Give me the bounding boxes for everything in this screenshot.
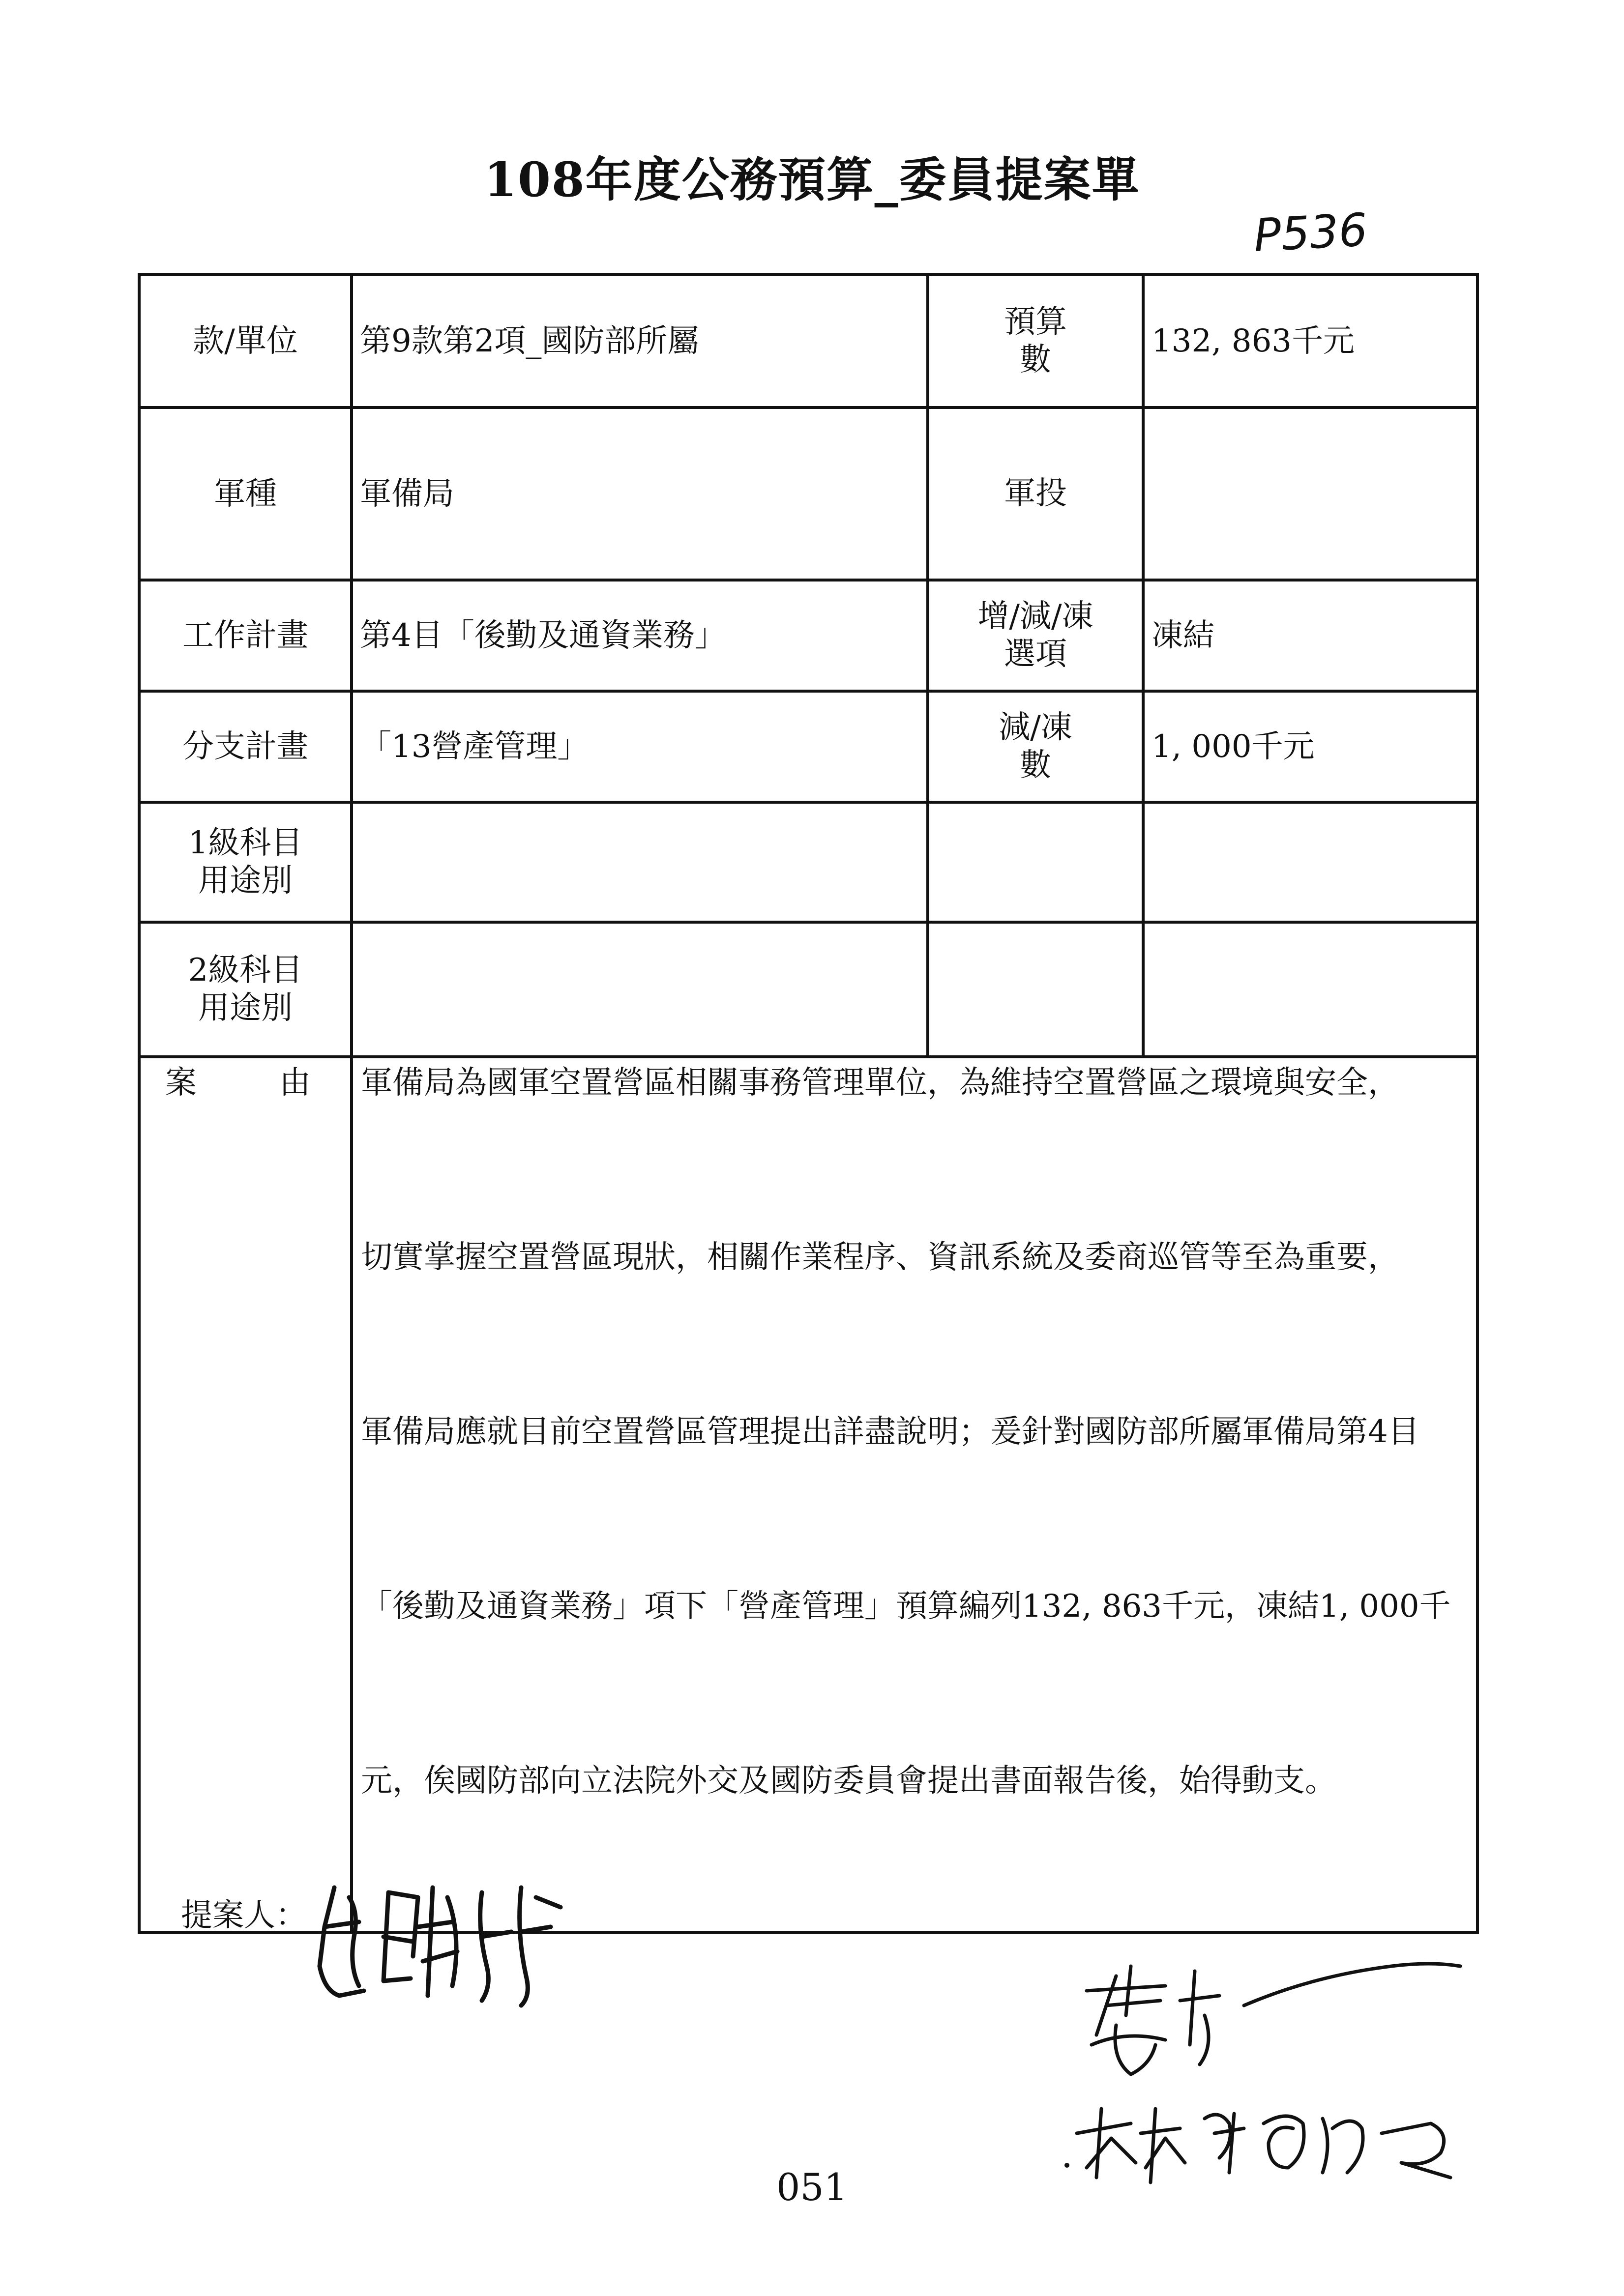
reason-line: 切實掌握空置營區現狀，相關作業程序、資訊系統及委商巡管等至為重要， [361, 1239, 1399, 1276]
reduce-freeze-amount-label-line: 數 [1020, 747, 1051, 784]
section-unit-label: 款/單位 [139, 274, 352, 407]
form-row [139, 274, 1477, 407]
form-row [139, 407, 1477, 580]
sub-plan-label: 分支計畫 [139, 691, 352, 802]
military-investment-label-line: 軍投 [1004, 475, 1067, 512]
adjust-option-label [928, 580, 1143, 691]
reason-label-cell [139, 1057, 352, 1932]
proposal-form-table [138, 273, 1479, 1934]
sub-plan-value: 「13營產管理」 [352, 691, 928, 802]
reason-line: 「後勤及通資業務」項下「營產管理」預算編列132, 863千元，凍結1, 000千 [361, 1588, 1451, 1625]
budget-amount-label-line: 預算 [1004, 303, 1067, 340]
reduce-freeze-amount-value: 1, 000千元 [1143, 691, 1477, 802]
service-branch-label: 軍種 [139, 407, 352, 580]
work-plan-label: 工作計畫 [139, 580, 352, 691]
level1-account-extra [928, 802, 1143, 922]
adjust-option-label-line: 增/減/凍 [977, 598, 1093, 635]
reason-label-left: 案 [165, 1065, 197, 1101]
handwritten-note: P536 [1252, 203, 1369, 262]
page-number: 051 [776, 2165, 848, 2209]
reduce-freeze-amount-label-line: 減/凍 [999, 709, 1072, 746]
budget-amount-value: 132, 863千元 [1143, 274, 1477, 407]
level2-account-extra2 [1143, 922, 1477, 1057]
level1-account-label [139, 802, 352, 922]
budget-amount-label [928, 274, 1143, 407]
reason-label [141, 1058, 350, 1103]
adjust-option-label-line: 選項 [1004, 636, 1067, 672]
cosigner-signature [1057, 1947, 1500, 2202]
budget-amount-label-line: 數 [1020, 341, 1051, 378]
proposer-signature [305, 1868, 580, 2015]
level2-account-value [352, 922, 928, 1057]
form-row [139, 922, 1477, 1057]
reason-text-cell [352, 1057, 1477, 1932]
reduce-freeze-amount-label [928, 691, 1143, 802]
section-unit-value: 第9款第2項_國防部所屬 [352, 274, 928, 407]
level1-account-extra2 [1143, 802, 1477, 922]
military-investment-value [1143, 407, 1477, 580]
service-branch-value: 軍備局 [352, 407, 928, 580]
work-plan-value: 第4目「後勤及通資業務」 [352, 580, 928, 691]
form-row [139, 580, 1477, 691]
level1-account-value [352, 802, 928, 922]
military-investment-label [928, 407, 1143, 580]
level2-account-label-line: 用途別 [198, 990, 293, 1026]
reason-line: 元，俟國防部向立法院外交及國防委員會提出書面報告後，始得動支。 [361, 1763, 1336, 1799]
reason-line: 軍備局為國軍空置營區相關事務管理單位，為維持空置營區之環境與安全， [361, 1065, 1399, 1101]
document-title: 108年度公務預算_委員提案單 [484, 152, 1140, 207]
form-row [139, 802, 1477, 922]
reason-label-right: 由 [279, 1065, 311, 1101]
level2-account-label-line: 2級科目 [188, 952, 303, 989]
form-row [139, 691, 1477, 802]
level1-account-label-line: 1級科目 [188, 825, 303, 862]
adjust-option-value: 凍結 [1143, 580, 1477, 691]
level1-account-label-line: 用途別 [198, 863, 293, 899]
proposer-label: 提案人： [181, 1897, 307, 1934]
level2-account-label [139, 922, 352, 1057]
reason-line: 軍備局應就目前空置營區管理提出詳盡說明；爰針對國防部所屬軍備局第4目 [361, 1414, 1419, 1450]
level2-account-extra [928, 922, 1143, 1057]
reason-text [353, 1058, 1476, 1931]
form-row-reason [139, 1057, 1477, 1932]
